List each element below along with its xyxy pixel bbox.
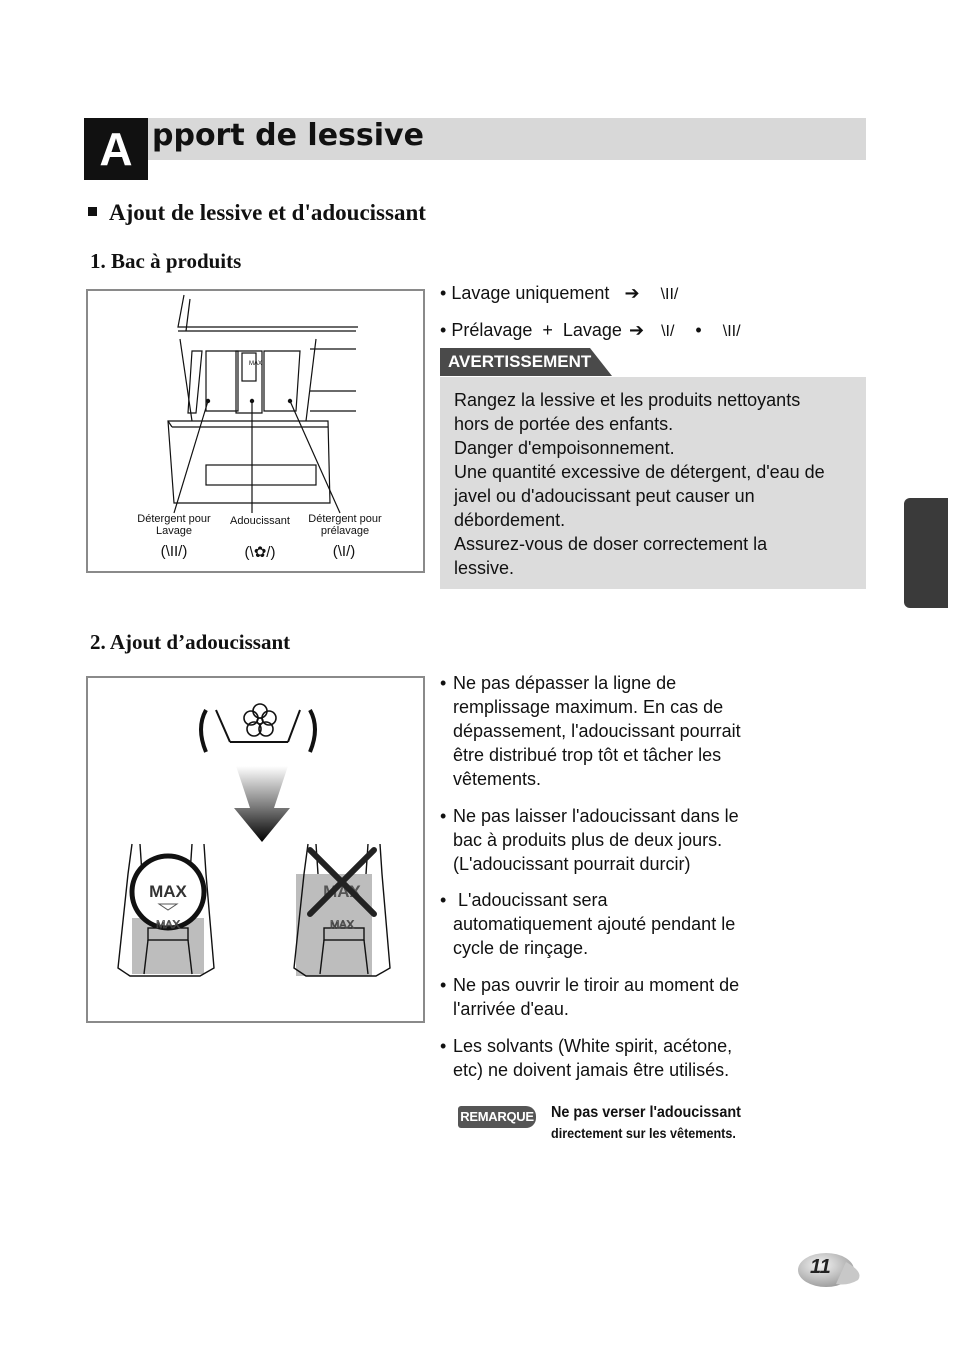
bullet-dot: • (440, 320, 452, 340)
note-text (551, 1103, 741, 1143)
warning-line: lessive. (454, 558, 515, 578)
bullet-wash-only (440, 281, 678, 307)
down-arrow-icon (234, 766, 290, 842)
label-prewash-detergent (302, 513, 388, 537)
softener-symbol-icon (201, 704, 315, 752)
page-number: 11 (810, 1256, 831, 1278)
max-label: MAX (149, 882, 187, 901)
header-initial-letter: A (84, 118, 148, 180)
prewash-symbol: (\I/) (332, 543, 356, 560)
bullet-dot: • (440, 890, 447, 910)
label-wash-detergent (132, 513, 216, 537)
page-title: pport de lessive (152, 118, 424, 153)
warning-line: Rangez la lessive et les produits nettoyants (454, 390, 801, 410)
label-softener (220, 515, 300, 527)
section-title (88, 200, 426, 226)
dispenser-drawer-figure (86, 289, 425, 573)
bullet-prewash-wash (440, 318, 741, 344)
arrow-right-icon: ➔ (628, 320, 645, 340)
bullet-text: Ne pas laisser l'adoucissant dans le bac à produits plus de deux jours. (L'adoucissant pourrait durcir) (453, 806, 739, 874)
bullet-dot: • (440, 673, 447, 693)
main-wash-symbol: (\II/) (160, 543, 188, 560)
subsection-title-1: 1. Bac à produits (90, 249, 242, 273)
softener-illustration (88, 678, 423, 1021)
bullet-text: Les solvants (White spirit, acétone, etc) ne doivent jamais être utilisés. (453, 1036, 733, 1080)
max-label-wrong-outline: MAX (330, 919, 354, 931)
max-label-outline: MAX (156, 919, 180, 931)
section-title-text: Ajout de lessive et d'adoucissant (109, 200, 426, 225)
bullet-two-days (440, 804, 800, 876)
label-wash-line1: Détergent pour (137, 513, 211, 525)
arrow-right-icon: ➔ (624, 283, 640, 303)
warning-line: débordement. (454, 510, 566, 530)
bullet-dot: • (440, 975, 447, 995)
bullet-dot: • (440, 283, 452, 303)
subsection-title-2: 2. Ajout d’adoucissant (90, 630, 291, 654)
note-line2: directement sur les vêtements. (551, 1125, 736, 1141)
bullet-text: Ne pas ouvrir le tiroir au moment de l'arrivée d'eau. (453, 975, 740, 1019)
note-line1: Ne pas verser l'adoucissant (551, 1104, 741, 1121)
softener-figure (86, 676, 425, 1023)
panel-marking: MAX (249, 361, 263, 367)
bullet-text: L'adoucissant sera automatiquement ajouté pendant le cycle de rinçage. (453, 890, 736, 958)
warning-line: Assurez-vous de doser correctement la (454, 534, 768, 554)
bullet-text: Lavage uniquement (451, 283, 610, 303)
label-wash-line2: Lavage (155, 525, 193, 537)
bullet-text: Prélavage + Lavage (451, 320, 622, 340)
square-bullet-icon (88, 207, 97, 216)
warning-line: Danger d'empoisonnement. (454, 438, 675, 458)
warning-text (454, 388, 864, 580)
note-badge: REMARQUE (458, 1106, 536, 1128)
label-softener-line1: Adoucissant (230, 515, 290, 527)
overfill-container (294, 844, 390, 976)
bullet-dot: • (440, 806, 447, 826)
max-label-wrong: MAX (323, 882, 361, 901)
label-prewash-line2: prélavage (320, 525, 370, 537)
warning-tab-label: AVERTISSEMENT (448, 352, 592, 371)
bullet-auto-rinse (440, 888, 800, 960)
bullet-dot: • (440, 1036, 447, 1056)
bullet-text: Ne pas dépasser la ligne de remplissage maximum. En cas de dépassement, l'adoucissant pourrait être distribué trop tôt et tâcher les vêtements. (453, 673, 741, 789)
bullet-max-line (440, 671, 800, 791)
label-prewash-line1: Détergent pour (308, 513, 382, 525)
softener-symbol: (\✿/) (244, 544, 276, 561)
warning-line: Une quantité excessive de détergent, d'eau de (454, 462, 825, 482)
page-number-badge (796, 1250, 866, 1290)
bullet-solvents (440, 1034, 800, 1082)
warning-line: hors de portée des enfants. (454, 414, 674, 434)
main-wash-compartment-icon: \II/ (722, 323, 741, 340)
side-tab-marker (904, 498, 948, 608)
separator-dot: • (695, 320, 702, 340)
bullet-drawer-open (440, 973, 800, 1021)
main-wash-compartment-icon: \II/ (660, 286, 679, 303)
prewash-compartment-icon: \I/ (661, 323, 675, 340)
warning-line: javel ou d'adoucissant peut causer un (454, 486, 755, 506)
